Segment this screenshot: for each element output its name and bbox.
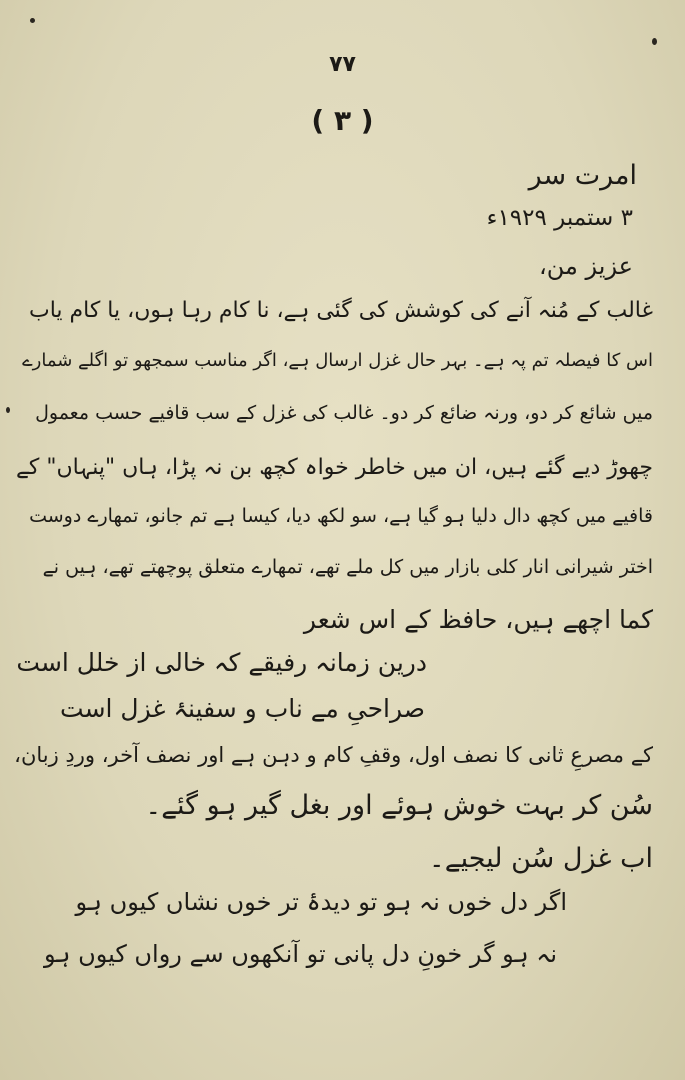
body-line-6: اختر شیرانی انار کلی بازار میں کل ملے تھے، تمھارے متعلق پوچھتے تھے، ہیں نے xyxy=(42,556,653,578)
couplet-line-2: صراحیِ مے ناب و سفینۂ غزل است xyxy=(60,694,425,723)
letter-place: امرت سر xyxy=(528,160,637,191)
page-marker: ٧٧ xyxy=(329,52,356,77)
body-line-7: کما اچھے ہیں، حافظ کے اس شعر xyxy=(303,605,653,634)
body-line-9: سُن کر بہت خوش ہوئے اور بغل گیر ہو گئے۔ xyxy=(145,790,653,821)
body-line-8: کے مصرعِ ثانی کا نصف اول، وقفِ کام و دہن ہے اور نصف آخر، وردِ زبان، xyxy=(14,743,653,767)
couplet-line-1: درین زمانہ رفیقے کہ خالی از خلل است xyxy=(16,648,427,677)
ghazal-line-2: نہ ہو گر خونِ دل پانی تو آنکھوں سے رواں کیوں ہو xyxy=(43,940,557,968)
ghazal-line-1: اگر دل خوں نہ ہو تو دیدۂ تر خوں نشاں کیوں ہو xyxy=(75,888,567,916)
body-line-1: غالب کے مُنہ آنے کی کوشش کی گئی ہے، نا کام رہا ہوں، یا کام یاب xyxy=(28,298,653,323)
body-line-10: اب غزل سُن لیجیے۔ xyxy=(428,843,653,874)
body-line-5: قافیے میں کچھ دال دلیا ہو گیا ہے، سو لکھ دیا، کیسا ہے تم جانو، تمھارے دوست xyxy=(29,505,653,527)
body-line-3: میں شائع کر دو، ورنہ ضائع کر دو۔ غالب کی غزل کے سب قافیے حسب معمول xyxy=(35,402,653,424)
salutation: عزیز من، xyxy=(539,252,633,280)
letter-number: ( ٣ ) xyxy=(311,104,374,137)
ink-speck xyxy=(652,38,657,45)
letter-date: ٣ ستمبر ١٩٢٩ء xyxy=(486,205,633,231)
ink-speck xyxy=(30,18,35,23)
body-line-4: چھوڑ دیے گئے ہیں، ان میں خاطر خواہ کچھ بن نہ پڑا، ہاں "پنہاں" کے xyxy=(16,455,653,480)
body-line-2: اس کا فیصلہ تم پہ ہے۔ بہر حال غزل ارسال ہے، اگر مناسب سمجھو تو اگلے شمارے xyxy=(22,350,653,371)
ink-speck xyxy=(6,407,10,413)
